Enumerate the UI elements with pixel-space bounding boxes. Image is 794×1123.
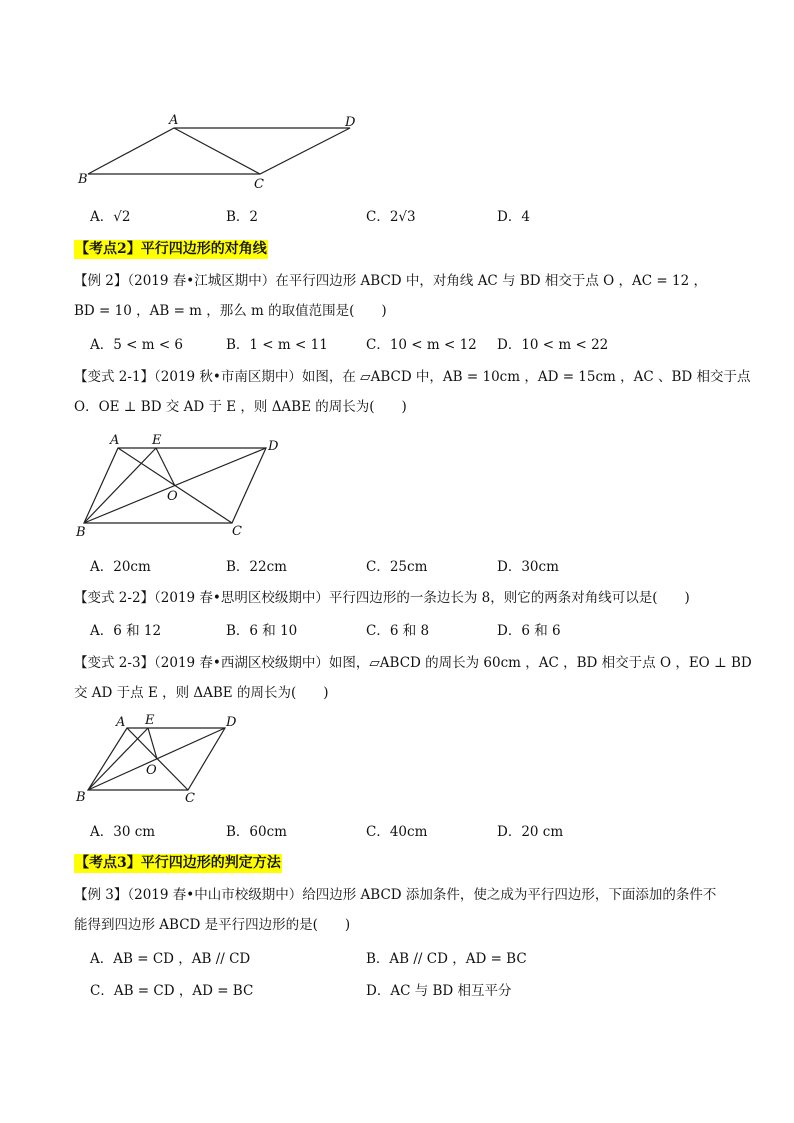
ex2-option-d: D．10 < m < 22 (497, 337, 609, 353)
example-3-line-1: 【例 3】（2019 春•中山市校级期中）给四边形 ABCD 添加条件，使之成为平行四边形，下面添加的条件不 (74, 887, 717, 903)
ex2-option-b: B．1 < m < 11 (226, 337, 328, 353)
fig2-label-d: D (268, 439, 279, 454)
fig1-label-b: B (78, 172, 88, 187)
figure-parallelogram-3 (70, 710, 250, 810)
v21-option-c: C．25cm (366, 559, 428, 575)
variant-2-1-line-2: O．OE ⊥ BD 交 AD 于 E ，则 ΔABE 的周长为( ) (74, 399, 407, 415)
v22-option-a: A．6 和 12 (90, 623, 162, 639)
v22-option-c: C．6 和 8 (366, 623, 430, 639)
variant-2-3-line-1: 【变式 2-3】（2019 春•西湖区校级期中）如图，▱ABCD 的周长为 60cm ，AC ，BD 相交于点 O ，EO ⊥ BD (74, 655, 752, 671)
ex3-option-a: A．AB = CD ，AB // CD (90, 951, 251, 967)
variant-2-3-line-2: 交 AD 于点 E ，则 ΔABE 的周长为( ) (74, 685, 329, 701)
fig1-diagonal-ac (174, 128, 260, 174)
ex3-option-b: B．AB // CD ，AD = BC (366, 951, 527, 967)
fig3-label-e: E (145, 713, 155, 728)
v21-option-d: D．30cm (497, 559, 559, 575)
fig1-label-d: D (345, 115, 356, 130)
fig1-label-c: C (254, 177, 264, 192)
ex2-option-a: A．5 < m < 6 (90, 337, 184, 353)
figure-parallelogram-2 (70, 428, 300, 543)
q1-option-b: B．2 (226, 209, 259, 225)
heading-topic-2: 【考点2】平行四边形的对角线 (75, 241, 267, 257)
fig2-label-b: B (76, 525, 86, 540)
example-2-line-1: 【例 2】（2019 春•江城区期中）在平行四边形 ABCD 中，对角线 AC 与 BD 相交于点 O ，AC = 12 ， (74, 273, 707, 289)
fig3-label-a: A (116, 715, 126, 730)
fig3-label-c: C (185, 791, 195, 806)
fig2-label-o: O (167, 489, 178, 504)
q1-option-c: C．2√3 (366, 209, 416, 225)
v23-option-b: B．60cm (226, 824, 287, 840)
fig3-label-o: O (146, 763, 157, 778)
q1-option-d: D．4 (497, 209, 530, 225)
fig1-label-a: A (169, 113, 179, 128)
variant-2-1-line-1: 【变式 2-1】（2019 秋•市南区期中）如图，在 ▱ABCD 中，AB = 10cm ，AD = 15cm ，AC 、BD 相交于点 (74, 369, 751, 385)
figure-parallelogram-1 (70, 110, 370, 195)
fig3-segment-be (88, 728, 148, 790)
fig2-label-a: A (110, 433, 120, 448)
fig2-label-e: E (152, 433, 162, 448)
v23-option-a: A．30 cm (90, 824, 156, 840)
fig3-label-d: D (226, 715, 237, 730)
v22-option-b: B．6 和 10 (226, 623, 298, 639)
fig2-label-c: C (232, 524, 242, 539)
ex3-option-d: D．AC 与 BD 相互平分 (366, 983, 512, 999)
ex3-option-c: C．AB = CD ，AD = BC (90, 983, 254, 999)
example-2-line-2: BD = 10 ，AB = m ，那么 m 的取值范围是( ) (74, 303, 387, 319)
fig2-segment-eo (156, 448, 175, 486)
variant-2-2-line-1: 【变式 2-2】（2019 春•思明区校级期中）平行四边形的一条边长为 8，则它的两条对角线可以是( ) (74, 590, 690, 606)
v21-option-b: B．22cm (226, 559, 287, 575)
fig3-label-b: B (76, 790, 86, 805)
fig1-parallelogram (88, 128, 350, 174)
q1-option-a: A．√2 (90, 209, 131, 225)
v23-option-c: C．40cm (366, 824, 428, 840)
v21-option-a: A．20cm (90, 559, 151, 575)
heading-topic-3: 【考点3】平行四边形的判定方法 (75, 855, 281, 871)
v22-option-d: D．6 和 6 (497, 623, 561, 639)
example-3-line-2: 能得到四边形 ABCD 是平行四边形的是( ) (74, 917, 351, 933)
ex2-option-c: C．10 < m < 12 (366, 337, 477, 353)
fig2-segment-be (84, 448, 156, 523)
v23-option-d: D．20 cm (497, 824, 564, 840)
